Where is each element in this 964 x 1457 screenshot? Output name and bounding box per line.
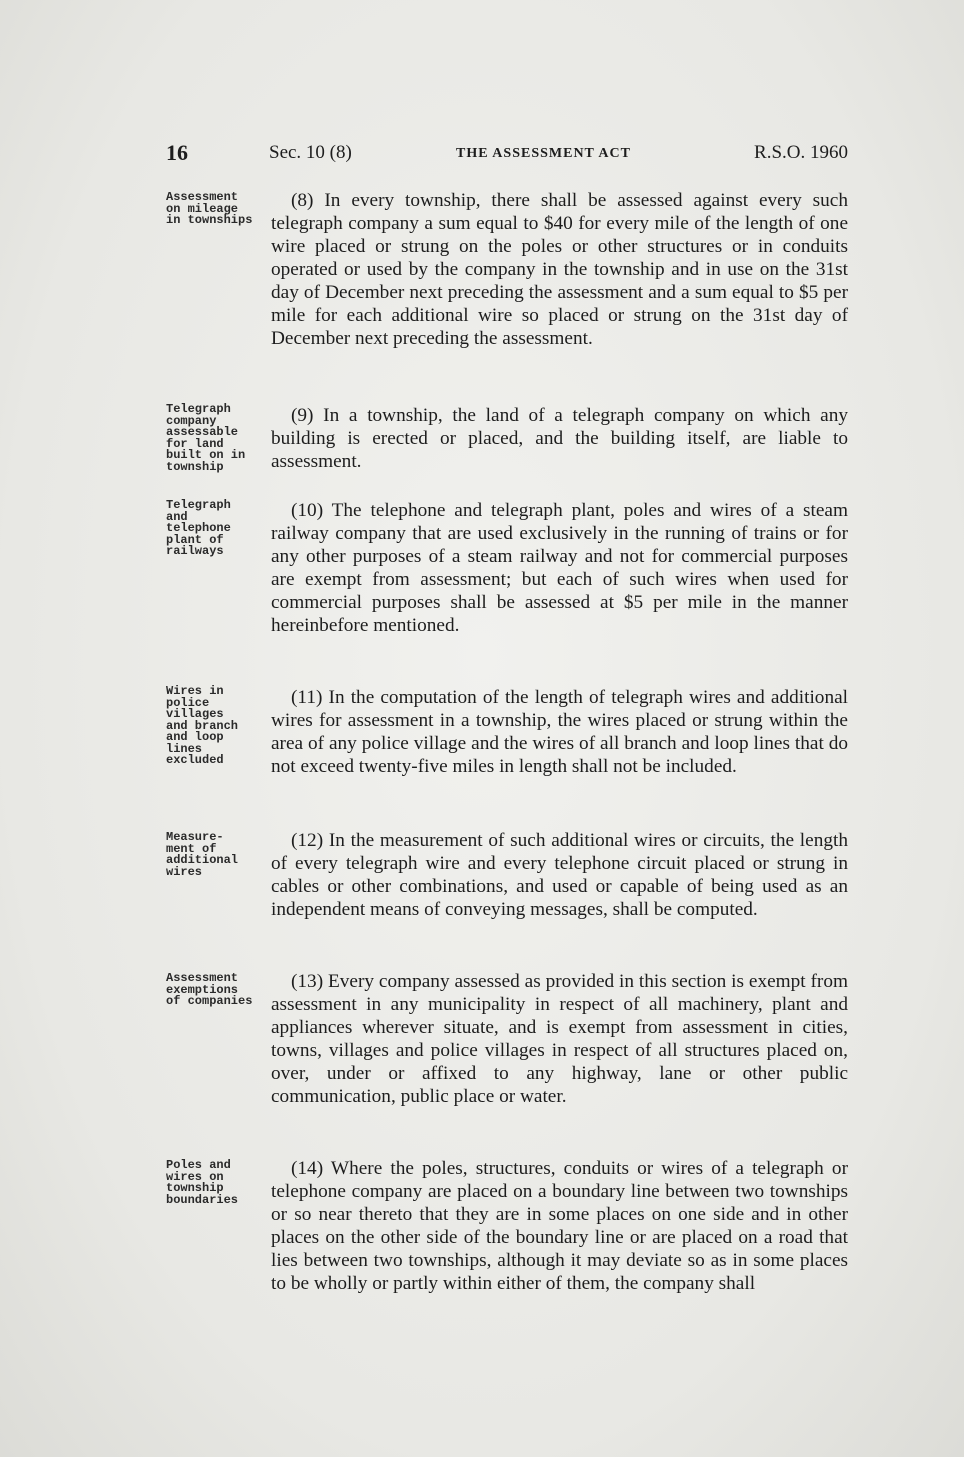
paragraph-10: (10) The telephone and telegraph plant, poles and wires of a steam railway company that are used exclusively in the running of trains or for any other purposes of a steam railway and not for commercial purposes are exempt from assessment; but each of such wires when used for commercial purposes shall be assessed at $5 per mile in the manner hereinbefore mentioned.: [271, 500, 848, 636]
page-number: 16: [166, 140, 188, 165]
statute-reference: R.S.O. 1960: [754, 142, 848, 163]
margin-note: Assessment exemptions of companies: [166, 971, 253, 1008]
section-reference: Sec. 10 (8): [269, 142, 352, 163]
paragraph-8: (8) In every township, there shall be assessed against every such telegraph company a sum equal to $40 for every mile of the length of one wire placed or strung on the poles or other structures or in conduits operated or used by the company in the township and in use on the 31st day of December next preceding the assessment and a sum equal to $5 per mile for each additional wire so placed or strung on the 31st day of December next preceding the assessment.: [271, 190, 848, 349]
paragraph-13: (13) Every company assessed as provided in this section is exempt from assessment in any municipality in respect of all machinery, plant and appliances wherever situate, and is exempt from assessment in cities, towns, villages and police villages in respect of all structures placed on, over, under or affixed to any highway, lane or other public communication, public place or water.: [271, 971, 848, 1107]
margin-note: Telegraph and telephone plant of railways: [166, 498, 231, 558]
margin-note: Wires in police villages and branch and loop lines excluded: [166, 684, 239, 767]
paragraph-9: (9) In a township, the land of a telegraph company on which any building is erected or placed, and the building itself, are liable to assessment.: [271, 405, 848, 472]
act-title: THE ASSESSMENT ACT: [456, 146, 631, 161]
margin-note: Poles and wires on township boundaries: [166, 1158, 239, 1207]
paragraph-11: (11) In the computation of the length of telegraph wires and additional wires for assessment in a township, the wires placed or strung within the area of any police village and the wires of all branch and loop lines that do not exceed twenty-five miles in length shall not be included.: [271, 687, 848, 777]
page-header: [166, 140, 848, 170]
margin-note: Measure- ment of additional wires: [166, 830, 239, 879]
margin-note: Assessment on mileage in townships: [166, 190, 253, 227]
paragraph-12: (12) In the measurement of such additional wires or circuits, the length of every telegraph wire and every telephone circuit placed or strung in cables or other combinations, and used or capable of being used as an independent means of conveying messages, shall be computed.: [271, 830, 848, 920]
paragraph-14: (14) Where the poles, structures, conduits or wires of a telegraph or telephone company are placed on a boundary line between two townships or so near thereto that they are in some places on one side and in other places on the other side of the boundary line or are placed on a road that lies between two townships, although it may deviate so as in some places to be wholly or partly within either of them, the company shall: [271, 1158, 848, 1294]
margin-note: Telegraph company assessable for land built on in township: [166, 402, 246, 474]
